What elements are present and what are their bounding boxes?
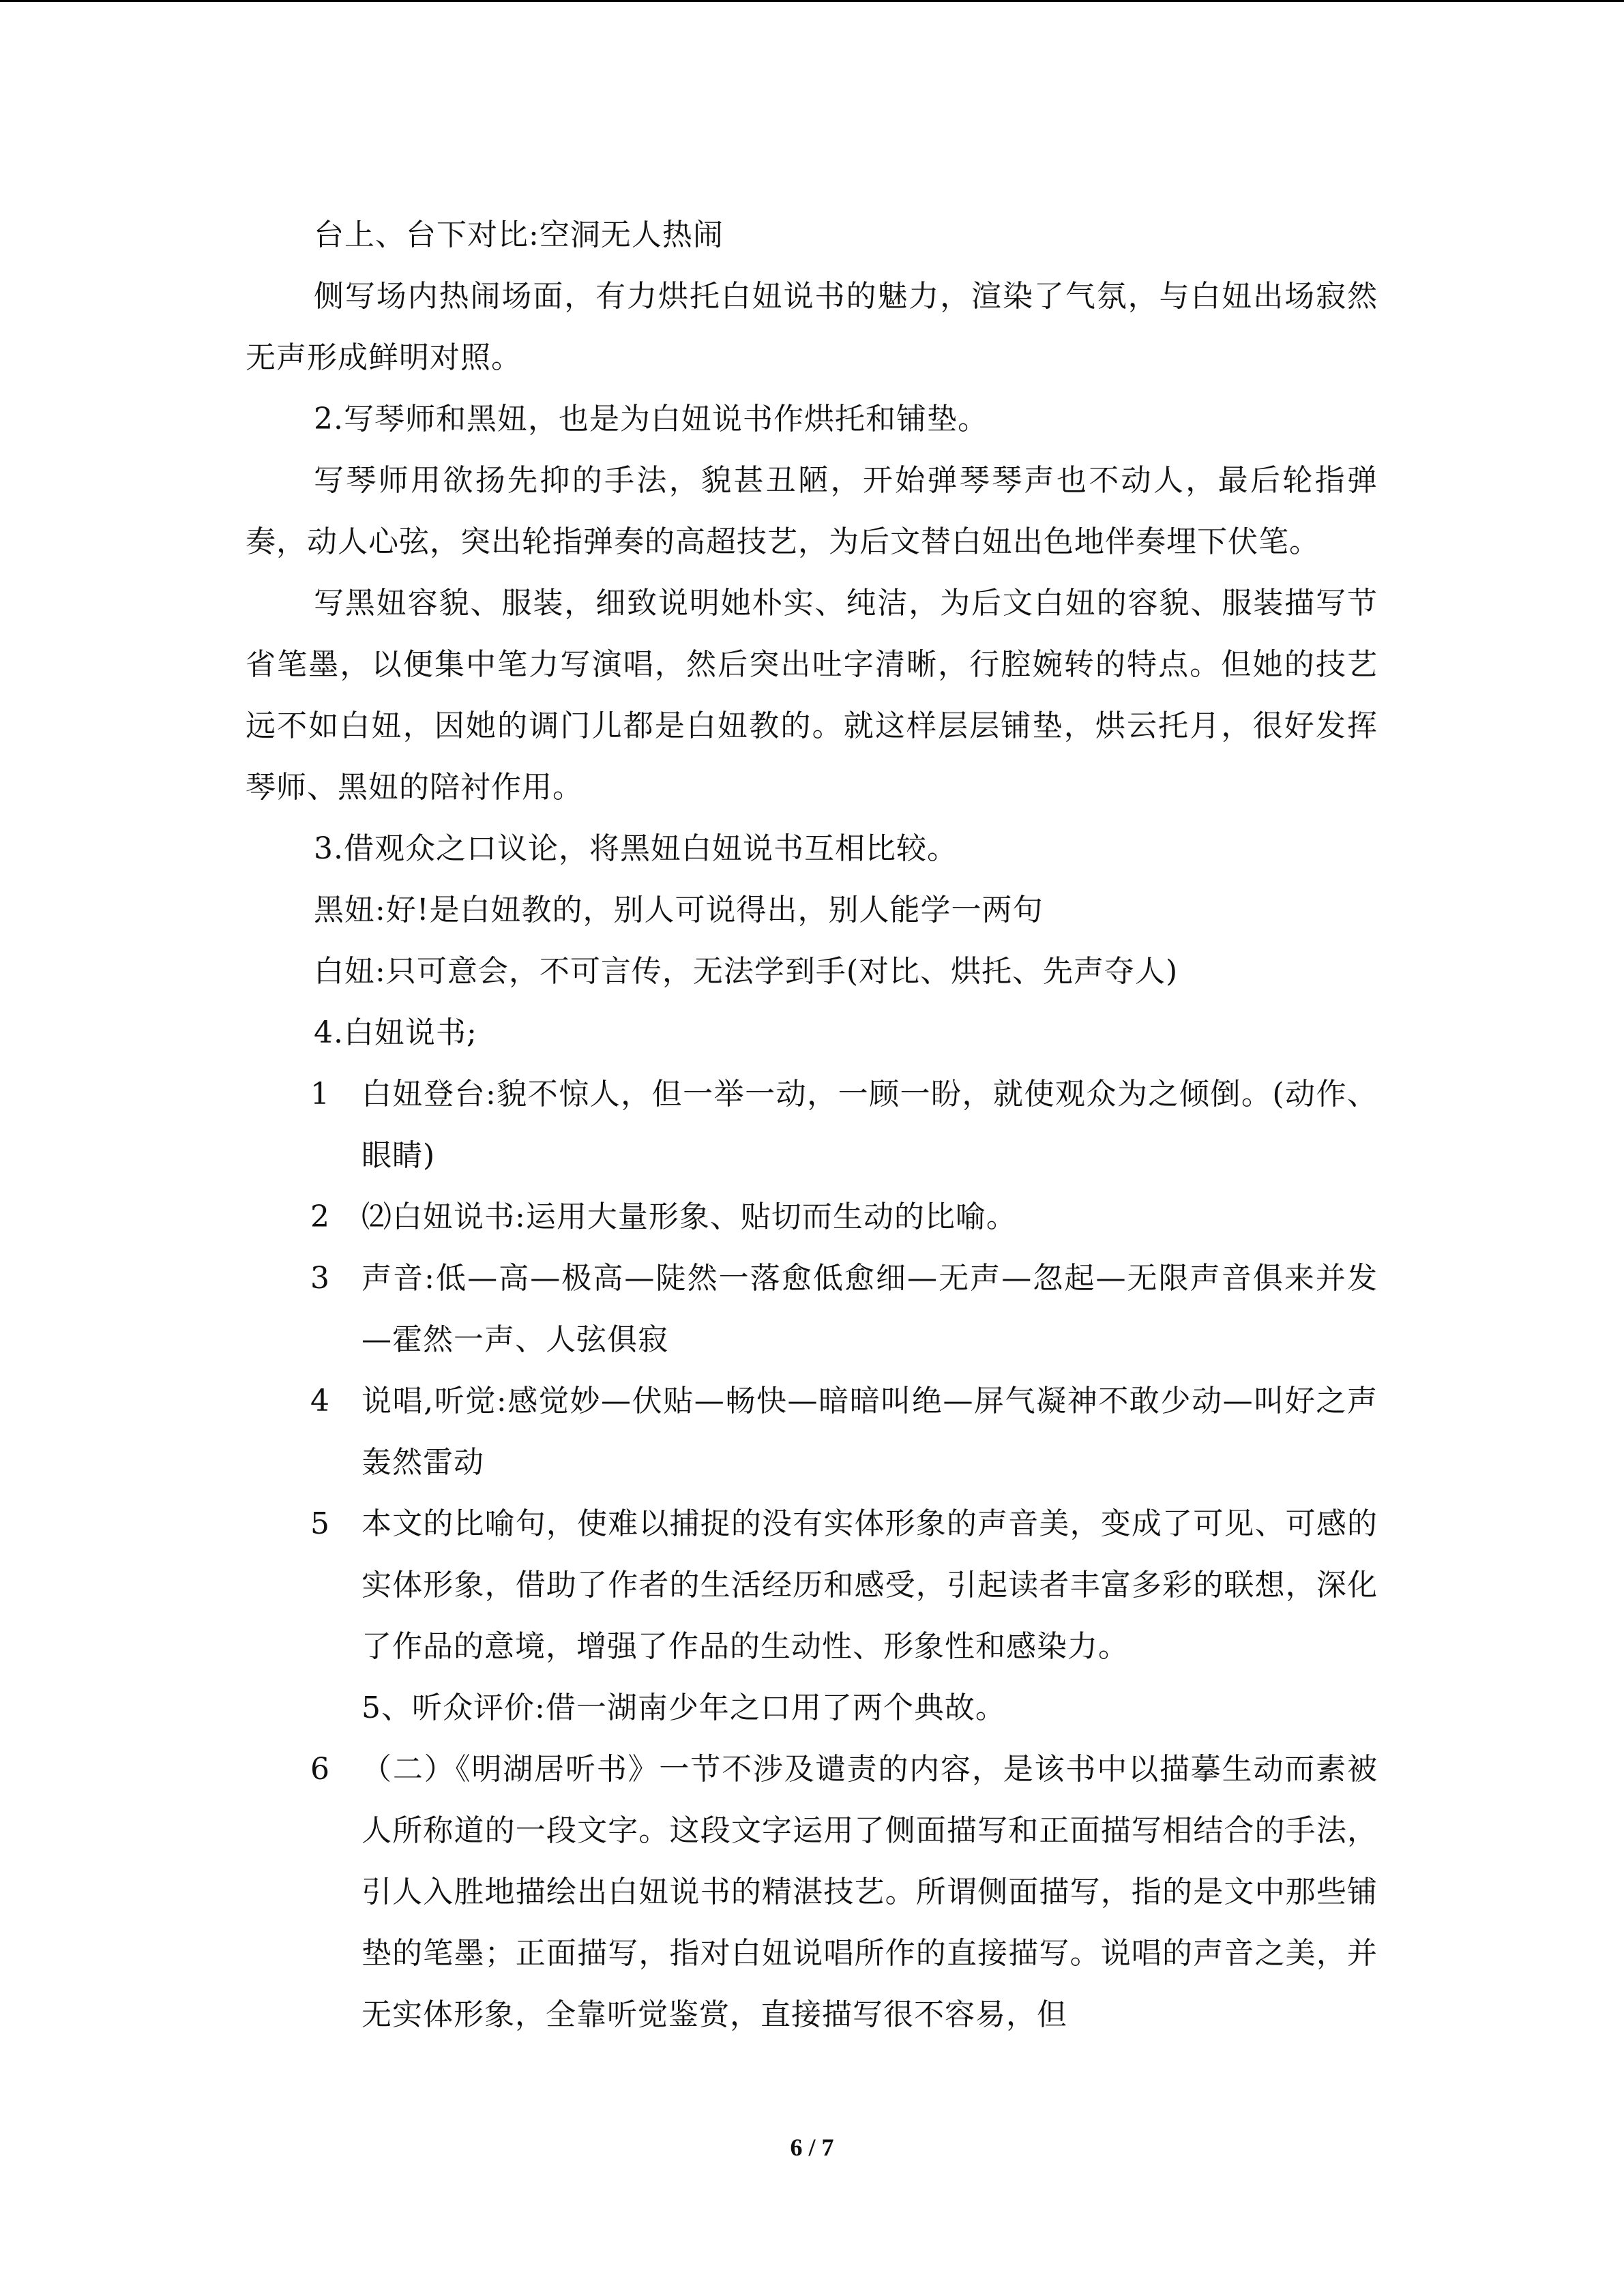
paragraph: 4.白妞说书; (314, 1015, 477, 1050)
list-item (246, 1064, 1378, 1187)
list-item-text: ⑵白妞说书:运用大量形象、贴切而生动的比喻。 (361, 1199, 1017, 1234)
list-item-number: 6 (310, 1752, 330, 1787)
list-item-number: 1 (310, 1077, 330, 1112)
paragraph: 写黑妞容貌、服装，细致说明她朴实、纯洁，为后文白妞的容貌、服装描写节省笔墨，以便集中笔力写演唱，然后突出吐字清晰，行腔婉转的特点。但她的技艺远不如白妞，因她的调门儿都是白妞教的。就这样层层铺垫，烘云托月，很好发挥琴师、黑妞的陪衬作用。 (246, 586, 1378, 805)
list-item (246, 1493, 1378, 1678)
list-item (246, 1248, 1378, 1371)
paragraph: 白妞:只可意会，不可言传，无法学到手(对比、烘托、先声夺人) (314, 954, 1179, 989)
list-item-number: 2 (310, 1199, 330, 1234)
list-item-number: 5 (310, 1506, 330, 1541)
paragraph: 黑妞:好!是白妞教的，别人可说得出，别人能学一两句 (314, 893, 1044, 927)
list-item-text: 说唱,听觉:感觉妙—伏贴—畅快—暗暗叫绝—屏气凝神不敢少动—叫好之声轰然雷动 (361, 1384, 1378, 1480)
list-item (246, 1371, 1378, 1493)
top-border-rule (0, 0, 1624, 2)
list-item-text: 白妞登台:貌不惊人，但一举一动，一顾一盼，就使观众为之倾倒。(动作、眼睛) (361, 1077, 1378, 1173)
paragraph: 侧写场内热闹场面，有力烘托白妞说书的魅力，渲染了气氛，与白妞出场寂然无声形成鲜明对照。 (246, 279, 1378, 375)
document-body (246, 205, 1378, 2046)
list-item-text: 本文的比喻句，使难以捕捉的没有实体形象的声音美，变成了可见、可感的实体形象，借助了作者的生活经历和感受，引起读者丰富多彩的联想，深化了作品的意境，增强了作品的生动性、形象性和感染力。 (361, 1506, 1378, 1664)
page-number: 6 / 7 (790, 2134, 834, 2161)
list-item (246, 1739, 1378, 2046)
paragraph: 写琴师用欲扬先抑的手法，貌甚丑陋，开始弹琴琴声也不动人，最后轮指弹奏，动人心弦，突出轮指弹奏的高超技艺，为后文替白妞出色地伴奏埋下伏笔。 (246, 463, 1378, 559)
list-item-number: 4 (310, 1384, 330, 1418)
paragraph: 3.借观众之口议论，将黑妞白妞说书互相比较。 (314, 831, 958, 866)
list-item (246, 1187, 1378, 1248)
paragraph: 2.写琴师和黑妞，也是为白妞说书作烘托和铺垫。 (314, 402, 988, 436)
sub-paragraph: 5、听众评价:借一湖南少年之口用了两个典故。 (361, 1690, 1006, 1725)
list-item-text: 声音:低—高—极高—陡然一落愈低愈细—无声—忽起—无限声音俱来并发—霍然一声、人弦俱寂 (361, 1261, 1378, 1357)
list-item-text: （二）《明湖居听书》一节不涉及谴责的内容，是该书中以描摹生动而素被人所称道的一段文字。这段文字运用了侧面描写和正面描写相结合的手法，引人入胜地描绘出白妞说书的精湛技艺。所谓侧面描写，指的是文中那些铺垫的笔墨；正面描写，指对白妞说唱所作的直接描写。说唱的声音之美，并无实体形象，全靠听觉鉴赏，直接描写很不容易，但 (361, 1752, 1378, 2032)
list-item-number: 3 (310, 1261, 330, 1296)
paragraph: 台上、台下对比:空洞无人热闹 (314, 218, 724, 252)
